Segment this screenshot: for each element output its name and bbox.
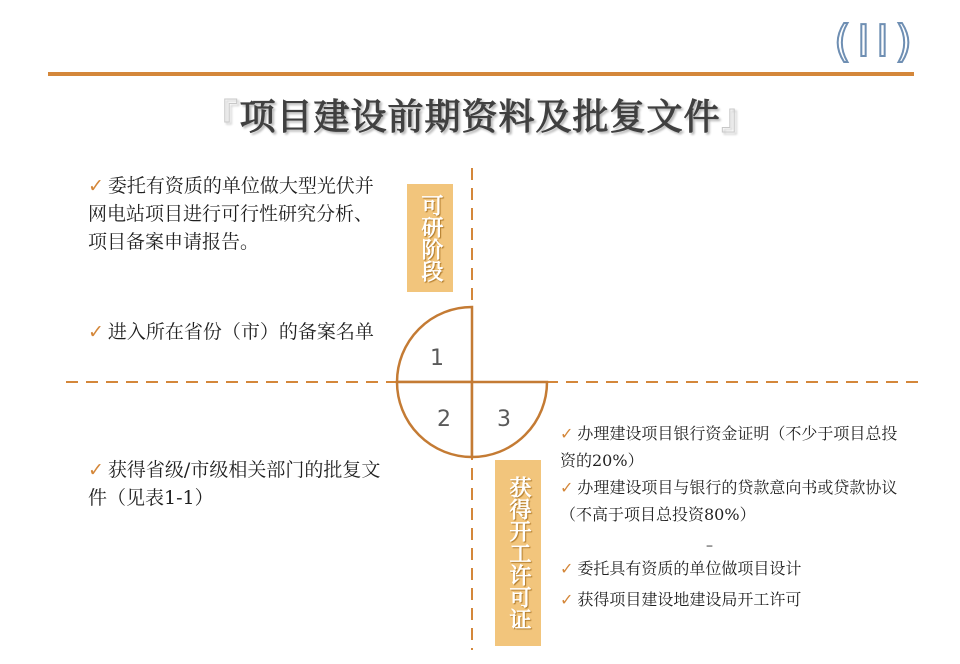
title-text: 项目建设前期资料及批复文件 <box>239 97 721 138</box>
quadrant-2-number: 2 <box>437 407 451 432</box>
quadrant-2-sector <box>397 382 472 457</box>
title-open-bracket: 『 <box>202 97 240 138</box>
right-item <box>560 555 900 582</box>
check-icon: ✓ <box>560 478 574 497</box>
left-item <box>88 318 388 346</box>
stray-mark: – <box>706 538 713 554</box>
right-item-text: 办理建设项目银行资金证明（不少于项目总投资的20%） <box>560 424 898 470</box>
check-icon: ✓ <box>560 424 574 443</box>
title-close-bracket: 』 <box>720 97 758 138</box>
check-icon: ✓ <box>88 459 104 481</box>
check-icon: ✓ <box>88 175 104 197</box>
right-item-text: 办理建设项目与银行的贷款意向书或贷款协议（不高于项目总投资80%） <box>560 478 898 524</box>
left-item <box>88 456 388 512</box>
left-item-text: 进入所在省份（市）的备案名单 <box>107 321 374 343</box>
check-icon: ✓ <box>88 321 104 343</box>
left-item <box>88 172 388 256</box>
quadrant-3-number: 3 <box>497 407 511 432</box>
right-item <box>560 420 900 474</box>
permit-label: 获得开工许可证 <box>495 460 541 646</box>
check-icon: ✓ <box>560 590 574 609</box>
page-number: (II) <box>833 16 919 67</box>
right-item-text: 委托具有资质的单位做项目设计 <box>577 559 802 578</box>
quadrant-1-number: 1 <box>430 346 444 371</box>
right-item-text: 获得项目建设地建设局开工许可 <box>577 590 802 609</box>
right-item <box>560 586 900 613</box>
left-item-text: 委托有资质的单位做大型光伏并网电站项目进行可行性研究分析、项目备案申请报告。 <box>88 175 374 253</box>
left-item-text: 获得省级/市级相关部门的批复文件（见表1-1） <box>88 459 381 509</box>
check-icon: ✓ <box>560 559 574 578</box>
right-item <box>560 474 900 528</box>
research-stage-label: 可研阶段 <box>407 184 453 292</box>
